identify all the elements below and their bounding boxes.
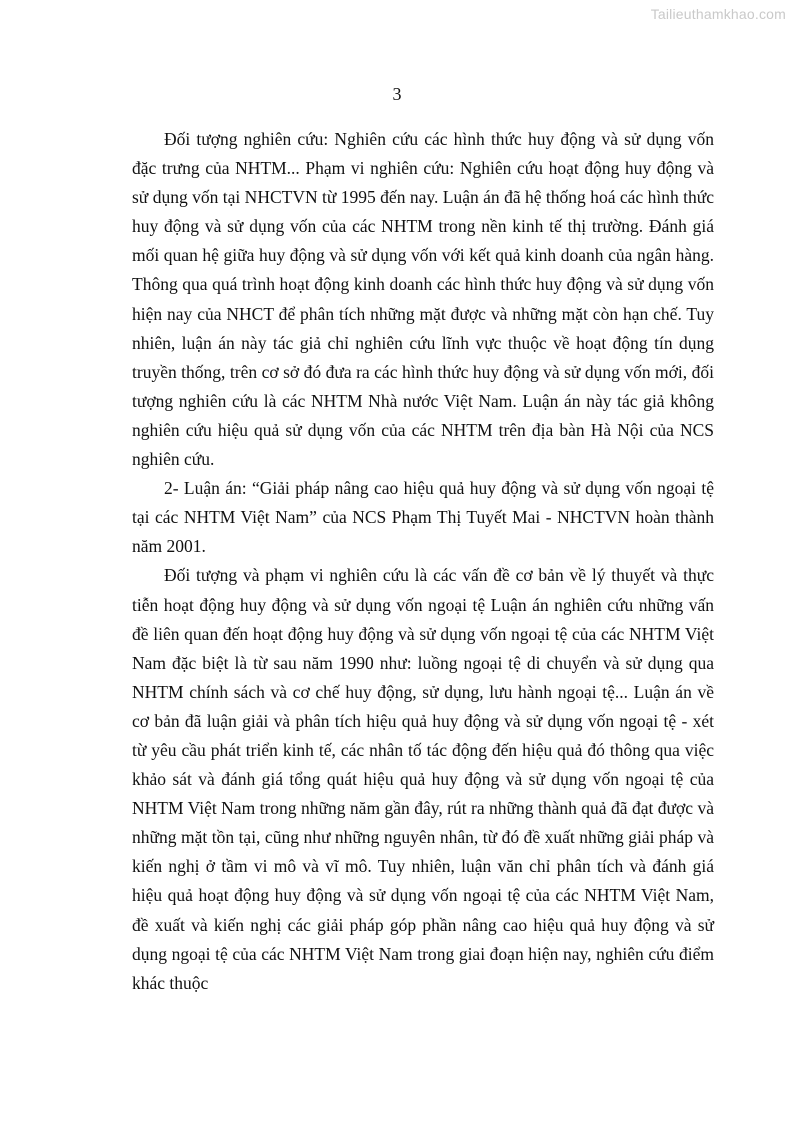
paragraph: 2- Luận án: “Giải pháp nâng cao hiệu quả huy động và sử dụng vốn ngoại tệ tại các NHTM Việt Nam” của NCS Phạm Thị Tuyết Mai - NHCTVN hoàn thành năm 2001. — [132, 478, 714, 557]
document-body — [132, 125, 714, 998]
paragraph: Đối tượng và phạm vi nghiên cứu là các vấn đề cơ bản về lý thuyết và thực tiễn hoạt động huy động và sử dụng vốn ngoại tệ Luận án nghiên cứu những vấn đề liên quan đến hoạt động huy động và sử dụng vốn ngoại tệ của các NHTM Việt Nam đặc biệt là từ sau năm 1990 như: luồng ngoại tệ di chuyển và sử dụng qua NHTM chính sách và cơ chế huy động, sử dụng, lưu hành ngoại tệ... Luận án về cơ bản đã luận giải và phân tích hiệu quả huy động và sử dụng vốn ngoại tệ - xét từ yêu cầu phát triển kinh tế, các nhân tố tác động đến hiệu quả đó thông qua việc khảo sát và đánh giá tổng quát hiệu quả huy động và sử dụng vốn ngoại tệ của NHTM Việt Nam trong những năm gần đây, rút ra những thành quả đã đạt được và những mặt tồn tại, cũng như những nguyên nhân, từ đó đề xuất những giải pháp và kiến nghị ở tầm vi mô và vĩ mô. Tuy nhiên, luận văn chỉ phân tích và đánh giá hiệu quả hoạt động huy động và sử dụng vốn ngoại tệ của các NHTM Việt Nam, đề xuất và kiến nghị các giải pháp góp phần nâng cao hiệu quả huy động và sử dụng ngoại tệ của các NHTM Việt Nam trong giai đoạn hiện nay, nghiên cứu điểm khác thuộc — [132, 565, 714, 993]
paragraph: Đối tượng nghiên cứu: Nghiên cứu các hình thức huy động và sử dụng vốn đặc trưng của NHTM... Phạm vi nghiên cứu: Nghiên cứu hoạt động huy động và sử dụng vốn tại NHCTVN từ 1995 đến nay. Luận án đã hệ thống hoá các hình thức huy động và sử dụng vốn của các NHTM trong nền kinh tế thị trường. Đánh giá mối quan hệ giữa huy động và sử dụng vốn với kết quả kinh doanh của ngân hàng. Thông qua quá trình hoạt động kinh doanh các hình thức huy động và sử dụng vốn hiện nay của NHCT để phân tích những mặt được và những mặt còn hạn chế. Tuy nhiên, luận án này tác giả chỉ nghiên cứu lĩnh vực thuộc về hoạt động tín dụng truyền thống, trên cơ sở đó đưa ra các hình thức huy động và sử dụng vốn mới, đối tượng nghiên cứu là các NHTM Nhà nước Việt Nam. Luận án này tác giả không nghiên cứu hiệu quả sử dụng vốn của các NHTM trên địa bàn Hà Nội của NCS nghiên cứu. — [132, 129, 714, 470]
page-number: 3 — [392, 84, 402, 104]
site-watermark: Tailieuthamkhao.com — [650, 6, 786, 22]
